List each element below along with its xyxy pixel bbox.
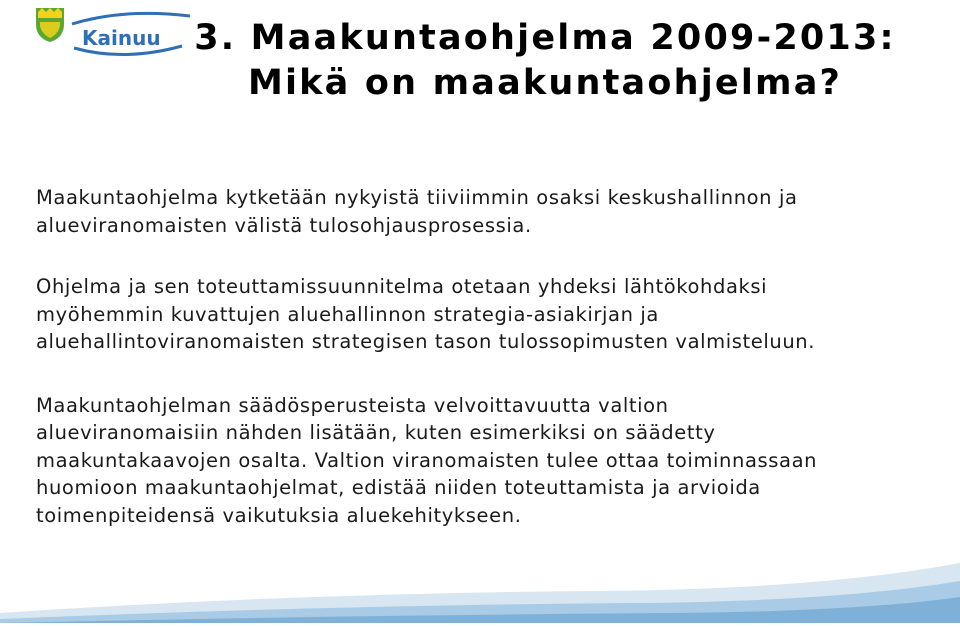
body-content <box>36 184 936 529</box>
paragraph-line: myöhemmin kuvattujen aluehallinnon strategia-asiakirjan ja <box>36 302 659 326</box>
paragraph-line: maakuntakaavojen osalta. Valtion viranomaisten tulee ottaa toiminnassaan <box>36 448 818 472</box>
coat-of-arms-icon <box>36 8 64 42</box>
footer-wave-decoration <box>0 553 960 623</box>
logo-text: Kainuu <box>82 26 161 50</box>
paragraph <box>36 184 936 239</box>
paragraph <box>36 273 936 356</box>
wave-graphic <box>0 553 960 623</box>
paragraph-line: huomioon maakuntaohjelmat, edistää niiden toteuttamista ja arvioida <box>36 476 761 499</box>
title-line: Mikä on maakuntaohjelma? <box>247 63 843 103</box>
page-title <box>150 16 940 106</box>
paragraph-line: aluehallintoviranomaisten strategisen tason tulossopimusten valmisteluun. <box>36 330 816 353</box>
paragraph-line: Maakuntaohjelma kytketään nykyistä tiiviimmin osaksi keskushallinnon ja <box>36 186 798 209</box>
title-line: 3. Maakuntaohjelma 2009-2013: <box>194 18 896 58</box>
paragraph-line: Maakuntaohjelman säädösperusteista velvoittavuutta valtion <box>36 393 669 417</box>
paragraph-line: Ohjelma ja sen toteuttamissuunnitelma otetaan yhdeksi lähtökohdaksi <box>36 275 768 298</box>
paragraph-line: toimenpiteidensä vaikutuksia aluekehitykseen. <box>36 503 522 527</box>
paragraph <box>36 392 936 530</box>
paragraph-line: alueviranomaisten välistä tulosohjausprosessia. <box>36 213 532 237</box>
paragraph-line: alueviranomaisiin nähden lisätään, kuten esimerkiksi on säädetty <box>36 421 716 444</box>
